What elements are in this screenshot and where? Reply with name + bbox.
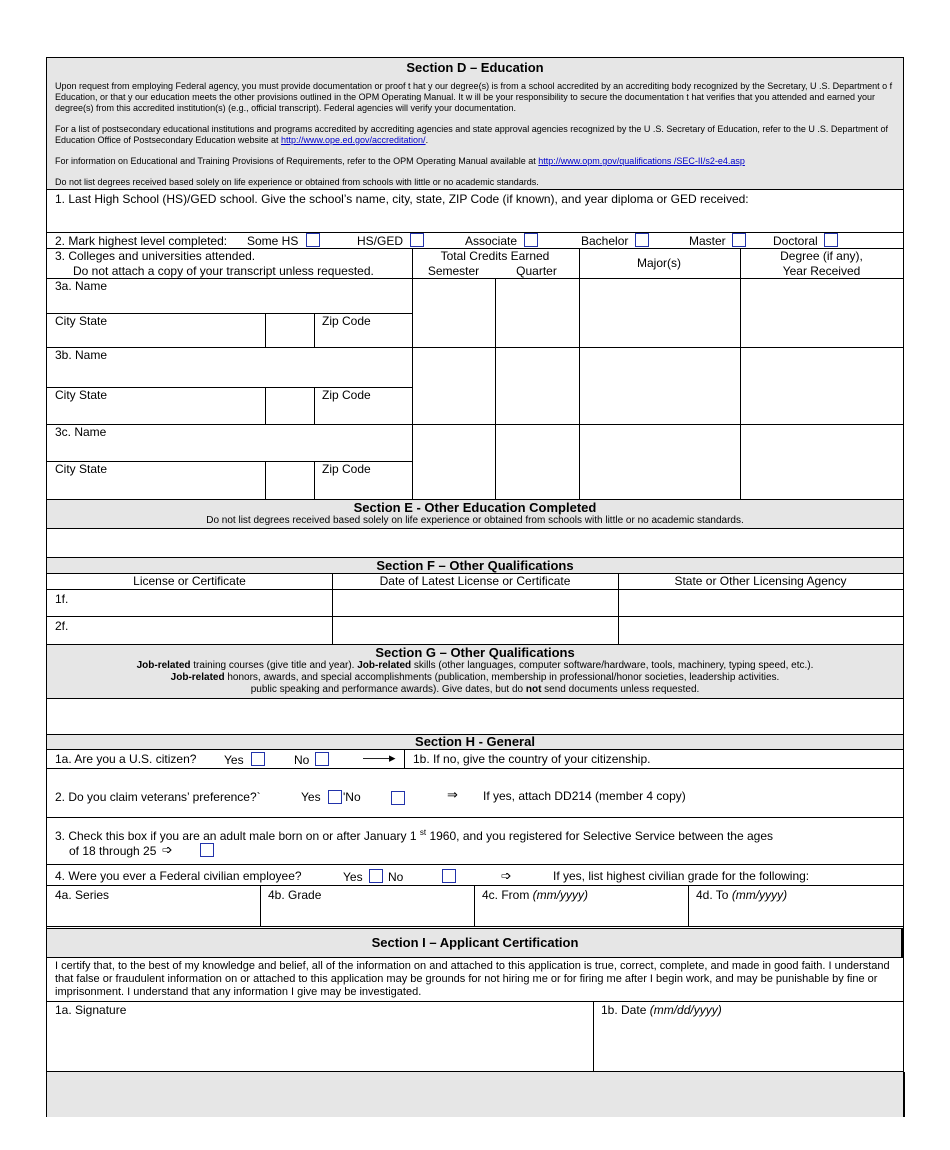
federal-yes-checkbox[interactable] [369, 869, 383, 883]
section-i-title: Section I – Applicant Certification [371, 935, 579, 950]
quarter-header: Quarter [516, 264, 557, 278]
veterans-dd214-note: If yes, attach DD214 (member 4 copy) [483, 789, 686, 803]
section-g-header [47, 645, 903, 698]
signature-date-field[interactable] [599, 1020, 897, 1066]
arrow-right-icon: ——▸ [363, 750, 396, 765]
certification-text: I certify that, to the best of my knowledge and belief, all of the information on and attached to this application is true, correct, complete, and made in good faith. I understand that false or fraudulent information on or attached to this application may be grounds for not hiring me or for firing me after I begin work, and may be punishable by fine or imprisonment. I understand that any information I give may be investigated. [55, 960, 890, 998]
level-master-label: Master [689, 234, 726, 248]
school-3b-name-label: 3b. Name [55, 348, 108, 362]
citizen-yes-label: Yes [224, 753, 244, 767]
high-school-question: 1. Last High School (HS)/GED school. Give the school’s name, city, state, ZIP Code (if known), and year diploma or GED received: [55, 192, 749, 206]
section-d-paragraph-3: For information on Educational and Training Provisions of Requirements, refer to the OPM Operating Manual available at http://www.opm.gov/qualifications /SEC-II/s2-e4.asp [55, 156, 745, 166]
school-3b-zip-label: Zip Code [322, 388, 371, 402]
citizenship-country-label: 1b. If no, give the country of your citizenship. [413, 752, 651, 766]
level-doctoral-checkbox[interactable] [824, 233, 838, 247]
level-some-hs-checkbox[interactable] [306, 233, 320, 247]
license-col-header: License or Certificate [133, 574, 246, 588]
opm-manual-link[interactable]: http://www.opm.gov/qualifications /SEC-II/s2-e4.asp [538, 156, 745, 166]
school-3a-name-label: 3a. Name [55, 279, 108, 293]
citizen-no-label: No [294, 753, 310, 767]
section-h-header [47, 735, 903, 749]
colleges-header-line1: 3. Colleges and universities attended. [55, 249, 256, 263]
level-hs-ged-label: HS/GED [357, 234, 404, 248]
section-g-line-3: public speaking and performance awards). Give dates, but do not send documents unless requested. [250, 684, 700, 695]
selective-service-question: 3. Check this box if you are an adult male born on or after January 1 $^{st}$ 1960, and you registered for Selective Service between the ages [55, 828, 774, 843]
semester-header: Semester [427, 264, 480, 278]
level-associate-label: Associate [465, 234, 518, 248]
section-e-header [47, 500, 903, 528]
degree-header-line2: Year Received [782, 264, 861, 278]
level-doctoral-label: Doctoral [773, 234, 818, 248]
other-qualifications-input[interactable] [53, 702, 899, 730]
arrow-right-icon: ⇒ [447, 787, 458, 802]
highest-level-label: 2. Mark highest level completed: [55, 234, 228, 248]
veterans-no-label: 'No [343, 790, 361, 804]
level-master-checkbox[interactable] [732, 233, 746, 247]
level-bachelor-label: Bachelor [581, 234, 629, 248]
federal-employee-question: 4. Were you ever a Federal civilian employee? [55, 869, 302, 883]
school-3c-name-label: 3c. Name [55, 425, 107, 439]
signature-label: 1a. Signature [55, 1003, 127, 1017]
section-g-title: Section G – Other Qualifications [375, 645, 575, 660]
arrow-right-icon: ➩ [501, 868, 512, 883]
level-some-hs-label: Some HS [247, 234, 299, 248]
section-d-paragraph-4: Do not list degrees received based solely on life experience or obtained from schools with little or no academic standards. [55, 177, 539, 187]
section-d-paragraph-1: Upon request from employing Federal agency, you must provide documentation or proof t hat y our degree(s) is from a school accredited by an accrediting body recognized by the Secretary, U .S. Department o f Education, or that y our education meets the other provisions outlined in the OPM Operating Manual. It w ill be your responsibility to secure the documentation t hat verifies that you attended and earned your degree(s) from this accredited institution(s) (e.g., official transcript). Federal agencies will verify your documentation. [55, 81, 893, 113]
federal-no-label: No [388, 870, 404, 884]
from-date-label: 4c. From (mm/yyyy) [482, 888, 588, 902]
grade-label: 4b. Grade [268, 888, 322, 902]
section-d-title: Section D – Education [406, 60, 544, 75]
level-bachelor-checkbox[interactable] [635, 233, 649, 247]
accreditation-link[interactable]: http://www.ope.ed.gov/accreditation/ [280, 135, 426, 145]
license-row-1f-label: 1f. [55, 592, 69, 606]
degree-header-line1: Degree (if any), [780, 249, 863, 263]
school-3a-city-label: City State [55, 314, 108, 328]
arrow-right-icon: ➩ [162, 842, 173, 857]
colleges-header-line2: Do not attach a copy of your transcript unless requested. [73, 264, 374, 278]
license-date-col-header: Date of Latest License or Certificate [379, 574, 571, 588]
school-3c-city-label: City State [55, 462, 108, 476]
section-f-title: Section F – Other Qualifications [376, 558, 574, 573]
other-education-input[interactable] [53, 532, 899, 554]
citizen-no-checkbox[interactable] [315, 752, 329, 766]
citizen-question: 1a. Are you a U.S. citizen? [55, 752, 197, 766]
section-e-title: Section E - Other Education Completed [353, 500, 597, 515]
section-f-header [47, 558, 903, 573]
license-row-2f-label: 2f. [55, 619, 69, 633]
majors-header: Major(s) [637, 256, 681, 270]
section-g-line-2: Job-related honors, awards, and special accomplishments (publication, membership in professional/honor societies, leadership activities. [170, 672, 780, 683]
section-d-info [47, 58, 903, 189]
veterans-question: 2. Do you claim veterans’ preference?` [55, 790, 261, 804]
series-label: 4a. Series [55, 888, 110, 902]
section-h-title: Section H - General [415, 734, 535, 749]
citizen-yes-checkbox[interactable] [251, 752, 265, 766]
application-form [46, 57, 904, 1117]
veterans-no-checkbox[interactable] [391, 791, 405, 805]
school-3a-zip-label: Zip Code [322, 314, 371, 328]
level-associate-checkbox[interactable] [524, 233, 538, 247]
veterans-yes-label: Yes [301, 790, 321, 804]
federal-grade-note: If yes, list highest civilian grade for the following: [553, 869, 810, 883]
section-d-paragraph-2: For a list of postsecondary educational institutions and programs accredited by accrediting agencies and state approval agencies recognized by the U .S. Secretary of Education, refer to the U .S. Department of Education Office of Postsecondary Education website at http://www.ope.ed.gov/accreditation/. [55, 124, 888, 145]
selective-service-ages: of 18 through 25 [69, 844, 157, 858]
to-date-label: 4d. To (mm/yyyy) [696, 888, 788, 902]
level-hs-ged-checkbox[interactable] [410, 233, 424, 247]
high-school-input[interactable] [53, 208, 899, 230]
school-3c-zip-label: Zip Code [322, 462, 371, 476]
credits-header: Total Credits Earned [440, 249, 550, 263]
footer-shaded-area [47, 1072, 905, 1117]
section-g-line-1: Job-related training courses (give title and year). Job-related skills (other languages, computer software/hardware, tools, machinery, typing speed, etc.). [136, 660, 814, 671]
federal-yes-label: Yes [343, 870, 363, 884]
signature-date-label: 1b. Date (mm/dd/yyyy) [601, 1003, 722, 1017]
school-3b-city-label: City State [55, 388, 108, 402]
licensing-agency-col-header: State or Other Licensing Agency [674, 574, 847, 588]
section-i-header [47, 928, 903, 958]
veterans-yes-checkbox[interactable] [328, 790, 342, 804]
section-e-note: Do not list degrees received based solely on life experience or obtained from schools with little or no academic standards. [206, 515, 744, 526]
signature-field[interactable] [53, 1020, 591, 1066]
federal-no-checkbox[interactable] [442, 869, 456, 883]
selective-service-checkbox[interactable] [200, 843, 214, 857]
